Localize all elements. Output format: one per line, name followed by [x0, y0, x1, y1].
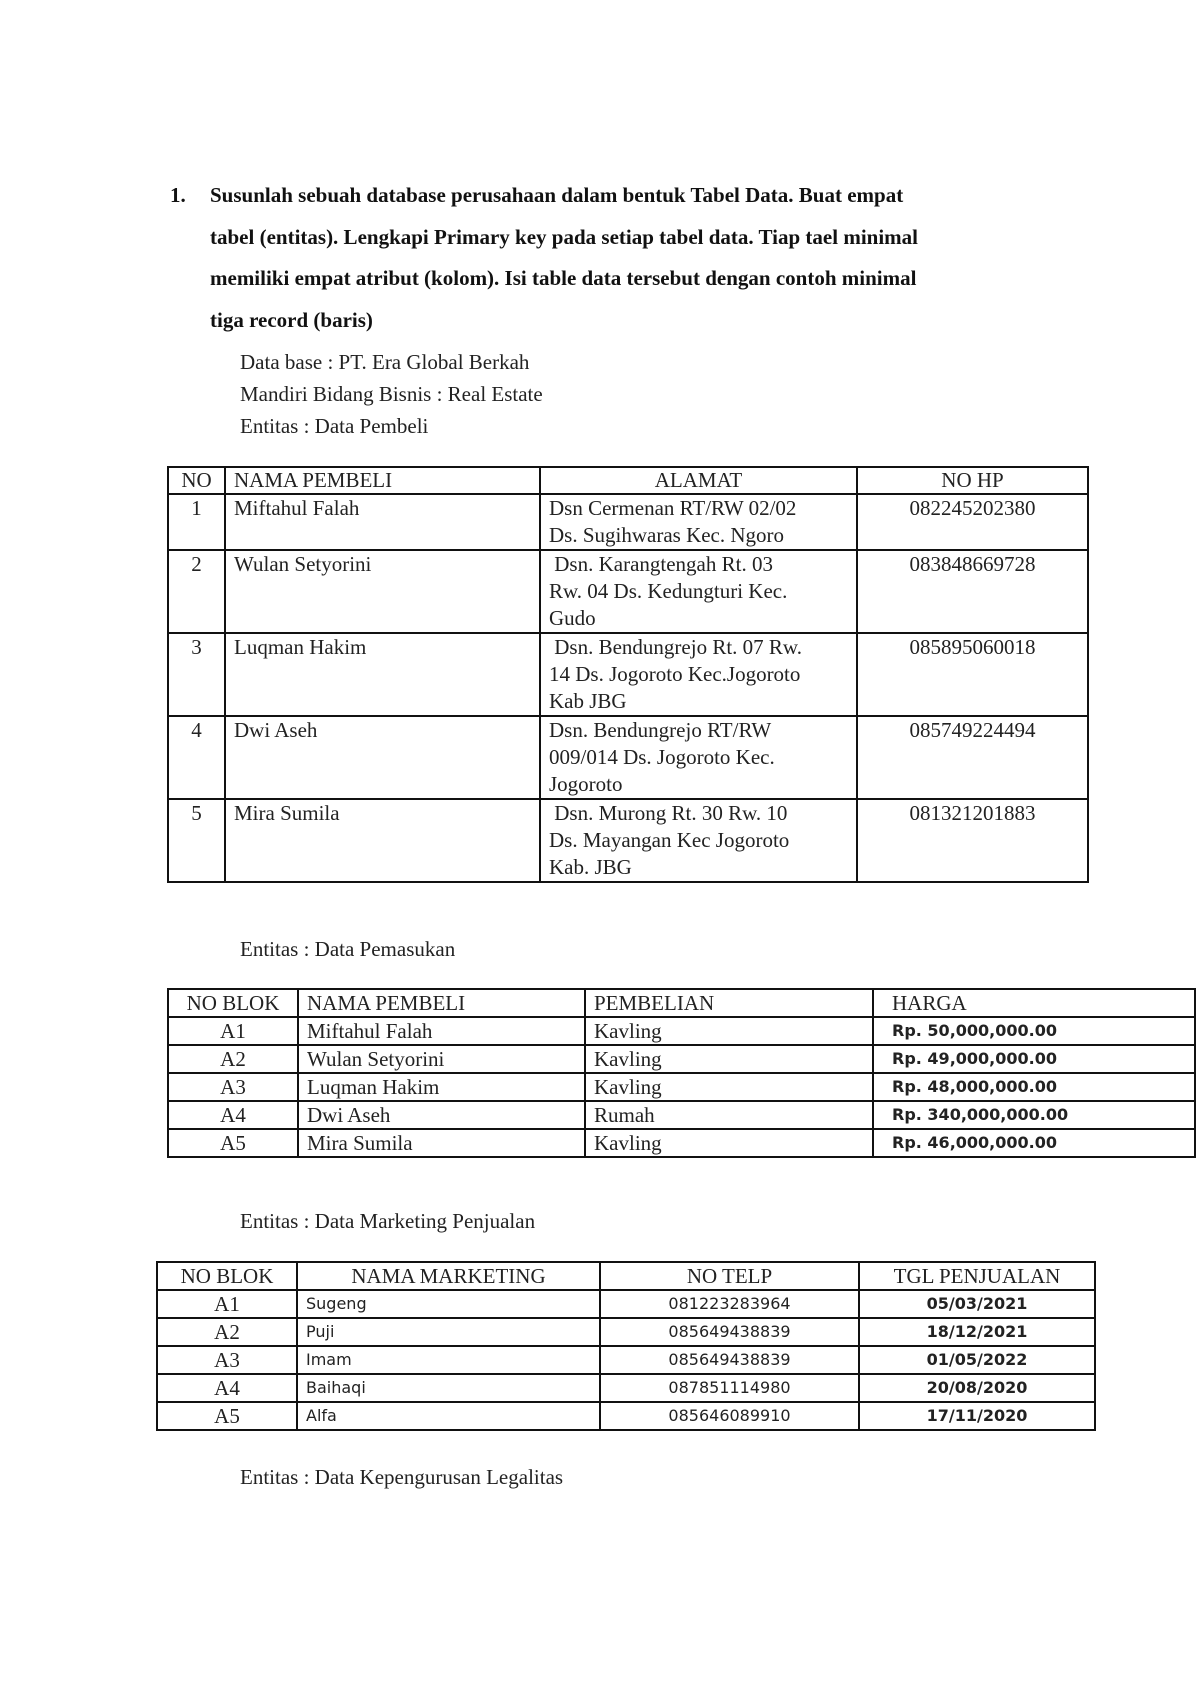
table-header-row [168, 467, 1088, 494]
cell-blok: A4 [157, 1374, 297, 1402]
table-row [168, 550, 1088, 633]
cell-blok: A2 [168, 1045, 298, 1073]
alamat-line: Gudo [549, 606, 596, 630]
table-row [168, 1045, 1195, 1073]
cell-telp: 085649438839 [600, 1346, 859, 1374]
alamat-line: Ds. Sugihwaras Kec. Ngoro [549, 523, 785, 547]
cell-nama: Luqman Hakim [298, 1073, 585, 1101]
cell-blok: A3 [157, 1346, 297, 1374]
table-row [157, 1318, 1095, 1346]
cell-no: 2 [168, 550, 225, 633]
cell-blok: A1 [157, 1290, 297, 1318]
cell-telp: 087851114980 [600, 1374, 859, 1402]
cell-alamat [540, 550, 857, 633]
column-header: TGL PENJUALAN [859, 1262, 1095, 1290]
table-row [168, 1073, 1195, 1101]
cell-telp: 085649438839 [600, 1318, 859, 1346]
cell-nama: Dwi Aseh [225, 716, 540, 799]
cell-harga: Rp. 340,000,000.00 [873, 1101, 1195, 1129]
entity-title-legalitas: Entitas : Data Kepengurusan Legalitas [240, 1465, 564, 1489]
cell-hp: 083848669728 [857, 550, 1088, 633]
cell-no: 5 [168, 799, 225, 882]
table-data-pemasukan [167, 988, 1196, 1158]
column-header: NO [168, 467, 225, 494]
alamat-line: Jogoroto [549, 772, 623, 796]
table-data-marketing [156, 1261, 1096, 1431]
table-data-pembeli [167, 466, 1089, 883]
table-header-row [168, 989, 1195, 1017]
column-header: NO TELP [600, 1262, 859, 1290]
table-row [168, 1129, 1195, 1157]
cell-telp: 085646089910 [600, 1402, 859, 1430]
cell-nama: Wulan Setyorini [225, 550, 540, 633]
cell-blok: A3 [168, 1073, 298, 1101]
cell-no: 4 [168, 716, 225, 799]
cell-nama: Wulan Setyorini [298, 1045, 585, 1073]
alamat-line: Kab. JBG [549, 855, 632, 879]
alamat-line: Dsn. Murong Rt. 30 Rw. 10 [549, 801, 788, 825]
cell-nama-marketing: Sugeng [297, 1290, 600, 1318]
entity-title-pembeli: Entitas : Data Pembeli [240, 414, 429, 438]
alamat-line: Dsn. Bendungrejo Rt. 07 Rw. [549, 635, 802, 659]
cell-nama: Miftahul Falah [298, 1017, 585, 1045]
table-row [168, 799, 1088, 882]
cell-telp: 081223283964 [600, 1290, 859, 1318]
cell-nama-marketing: Baihaqi [297, 1374, 600, 1402]
question-line: Susunlah sebuah database perusahaan dalam bentuk Tabel Data. Buat empat [210, 183, 904, 207]
table-row [157, 1346, 1095, 1374]
cell-nama: Luqman Hakim [225, 633, 540, 716]
column-header: NAMA PEMBELI [298, 989, 585, 1017]
cell-alamat [540, 494, 857, 550]
table-row [157, 1402, 1095, 1430]
cell-tgl: 01/05/2022 [859, 1346, 1095, 1374]
alamat-line: 14 Ds. Jogoroto Kec.Jogoroto [549, 662, 801, 686]
cell-tgl: 20/08/2020 [859, 1374, 1095, 1402]
cell-no: 3 [168, 633, 225, 716]
question-line: tabel (entitas). Lengkapi Primary key pada setiap tabel data. Tiap tael minimal [210, 225, 918, 249]
cell-nama-marketing: Alfa [297, 1402, 600, 1430]
cell-tgl: 05/03/2021 [859, 1290, 1095, 1318]
table-row [168, 1101, 1195, 1129]
cell-hp: 085895060018 [857, 633, 1088, 716]
business-field: Mandiri Bidang Bisnis : Real Estate [240, 382, 543, 406]
cell-no: 1 [168, 494, 225, 550]
cell-harga: Rp. 46,000,000.00 [873, 1129, 1195, 1157]
column-header: ALAMAT [540, 467, 857, 494]
alamat-line: 009/014 Ds. Jogoroto Kec. [549, 745, 775, 769]
cell-hp: 085749224494 [857, 716, 1088, 799]
alamat-line: Kab JBG [549, 689, 627, 713]
cell-pembelian: Kavling [585, 1073, 873, 1101]
alamat-line: Dsn. Karangtengah Rt. 03 [549, 552, 773, 576]
table-row [168, 1017, 1195, 1045]
table-row [157, 1374, 1095, 1402]
column-header: HARGA [873, 989, 1195, 1017]
column-header: NO BLOK [157, 1262, 297, 1290]
cell-nama: Dwi Aseh [298, 1101, 585, 1129]
cell-harga: Rp. 50,000,000.00 [873, 1017, 1195, 1045]
column-header: NO HP [857, 467, 1088, 494]
cell-pembelian: Kavling [585, 1017, 873, 1045]
cell-nama: Miftahul Falah [225, 494, 540, 550]
column-header: NAMA PEMBELI [225, 467, 540, 494]
cell-alamat [540, 633, 857, 716]
table-header-row [157, 1262, 1095, 1290]
cell-pembelian: Kavling [585, 1129, 873, 1157]
cell-nama-marketing: Imam [297, 1346, 600, 1374]
cell-nama: Mira Sumila [298, 1129, 585, 1157]
cell-harga: Rp. 48,000,000.00 [873, 1073, 1195, 1101]
cell-blok: A5 [157, 1402, 297, 1430]
cell-harga: Rp. 49,000,000.00 [873, 1045, 1195, 1073]
column-header: NAMA MARKETING [297, 1262, 600, 1290]
cell-nama-marketing: Puji [297, 1318, 600, 1346]
cell-pembelian: Kavling [585, 1045, 873, 1073]
cell-tgl: 17/11/2020 [859, 1402, 1095, 1430]
question-line: tiga record (baris) [210, 308, 373, 332]
cell-nama: Mira Sumila [225, 799, 540, 882]
alamat-line: Rw. 04 Ds. Kedungturi Kec. [549, 579, 788, 603]
column-header: NO BLOK [168, 989, 298, 1017]
cell-blok: A5 [168, 1129, 298, 1157]
alamat-line: Dsn Cermenan RT/RW 02/02 [549, 496, 797, 520]
alamat-line: Dsn. Bendungrejo RT/RW [549, 718, 772, 742]
cell-hp: 082245202380 [857, 494, 1088, 550]
table-row [168, 494, 1088, 550]
question-number: 1. [170, 183, 186, 207]
entity-title-marketing: Entitas : Data Marketing Penjualan [240, 1209, 536, 1233]
cell-blok: A4 [168, 1101, 298, 1129]
table-row [168, 633, 1088, 716]
column-header: PEMBELIAN [585, 989, 873, 1017]
cell-blok: A2 [157, 1318, 297, 1346]
cell-blok: A1 [168, 1017, 298, 1045]
cell-tgl: 18/12/2021 [859, 1318, 1095, 1346]
alamat-line: Ds. Mayangan Kec Jogoroto [549, 828, 790, 852]
database-name: Data base : PT. Era Global Berkah [240, 350, 530, 374]
cell-pembelian: Rumah [585, 1101, 873, 1129]
table-row [157, 1290, 1095, 1318]
table-row [168, 716, 1088, 799]
cell-alamat [540, 716, 857, 799]
cell-hp: 081321201883 [857, 799, 1088, 882]
entity-title-pemasukan: Entitas : Data Pemasukan [240, 937, 456, 961]
cell-alamat [540, 799, 857, 882]
question-line: memiliki empat atribut (kolom). Isi table data tersebut dengan contoh minimal [210, 266, 917, 290]
